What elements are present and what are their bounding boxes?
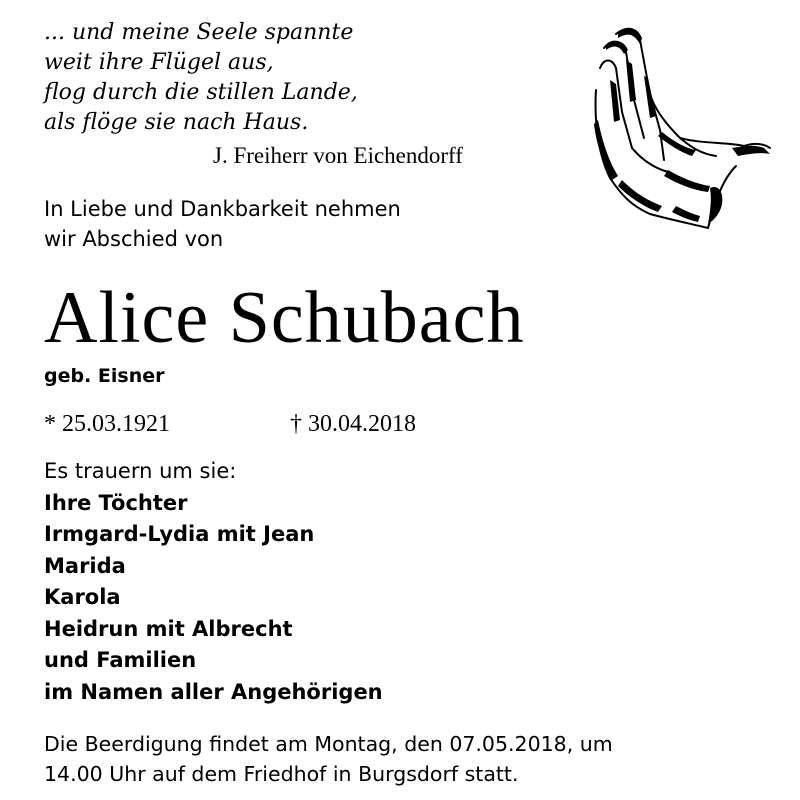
mourners-heading: Es trauern um sie:: [44, 459, 237, 483]
mourner-line: Karola: [44, 585, 121, 609]
funeral-line: Die Beerdigung findet am Montag, den 07.05.2018, um: [44, 732, 613, 756]
mourners-block: [44, 456, 383, 708]
mourner-line: Marida: [44, 553, 126, 578]
poem-author: J. Freiherr von Eichendorff: [213, 143, 463, 168]
poem-line: als flöge sie nach Haus.: [44, 110, 309, 135]
life-dates: [44, 410, 416, 438]
poem-line: flog durch die stillen Lande,: [44, 80, 358, 105]
mourner-line: Ihre Töchter: [44, 490, 188, 515]
funeral-line: 14.00 Uhr auf dem Friedhof in Burgsdorf statt.: [44, 762, 519, 786]
intro-text: [44, 194, 401, 254]
maiden-name: geb. Eisner: [44, 365, 165, 387]
mourner-line: Irmgard-Lydia mit Jean: [44, 522, 315, 546]
deceased-name: Alice Schubach: [44, 277, 525, 359]
mourner-line: im Namen aller Angehörigen: [44, 679, 383, 704]
praying-hands-icon: [592, 20, 782, 232]
intro-line: In Liebe und Dankbarkeit nehmen: [44, 197, 401, 221]
poem-line: weit ihre Flügel aus,: [44, 50, 274, 75]
mourner-line: und Familien: [44, 648, 197, 672]
poem: [44, 18, 358, 138]
intro-line: wir Abschied von: [44, 227, 224, 251]
birth-date: * 25.03.1921: [44, 411, 170, 437]
poem-line: ... und meine Seele spannte: [44, 20, 354, 45]
mourner-line: Heidrun mit Albrecht: [44, 616, 293, 641]
death-date: † 30.04.2018: [290, 411, 416, 437]
funeral-notice: [44, 729, 613, 789]
